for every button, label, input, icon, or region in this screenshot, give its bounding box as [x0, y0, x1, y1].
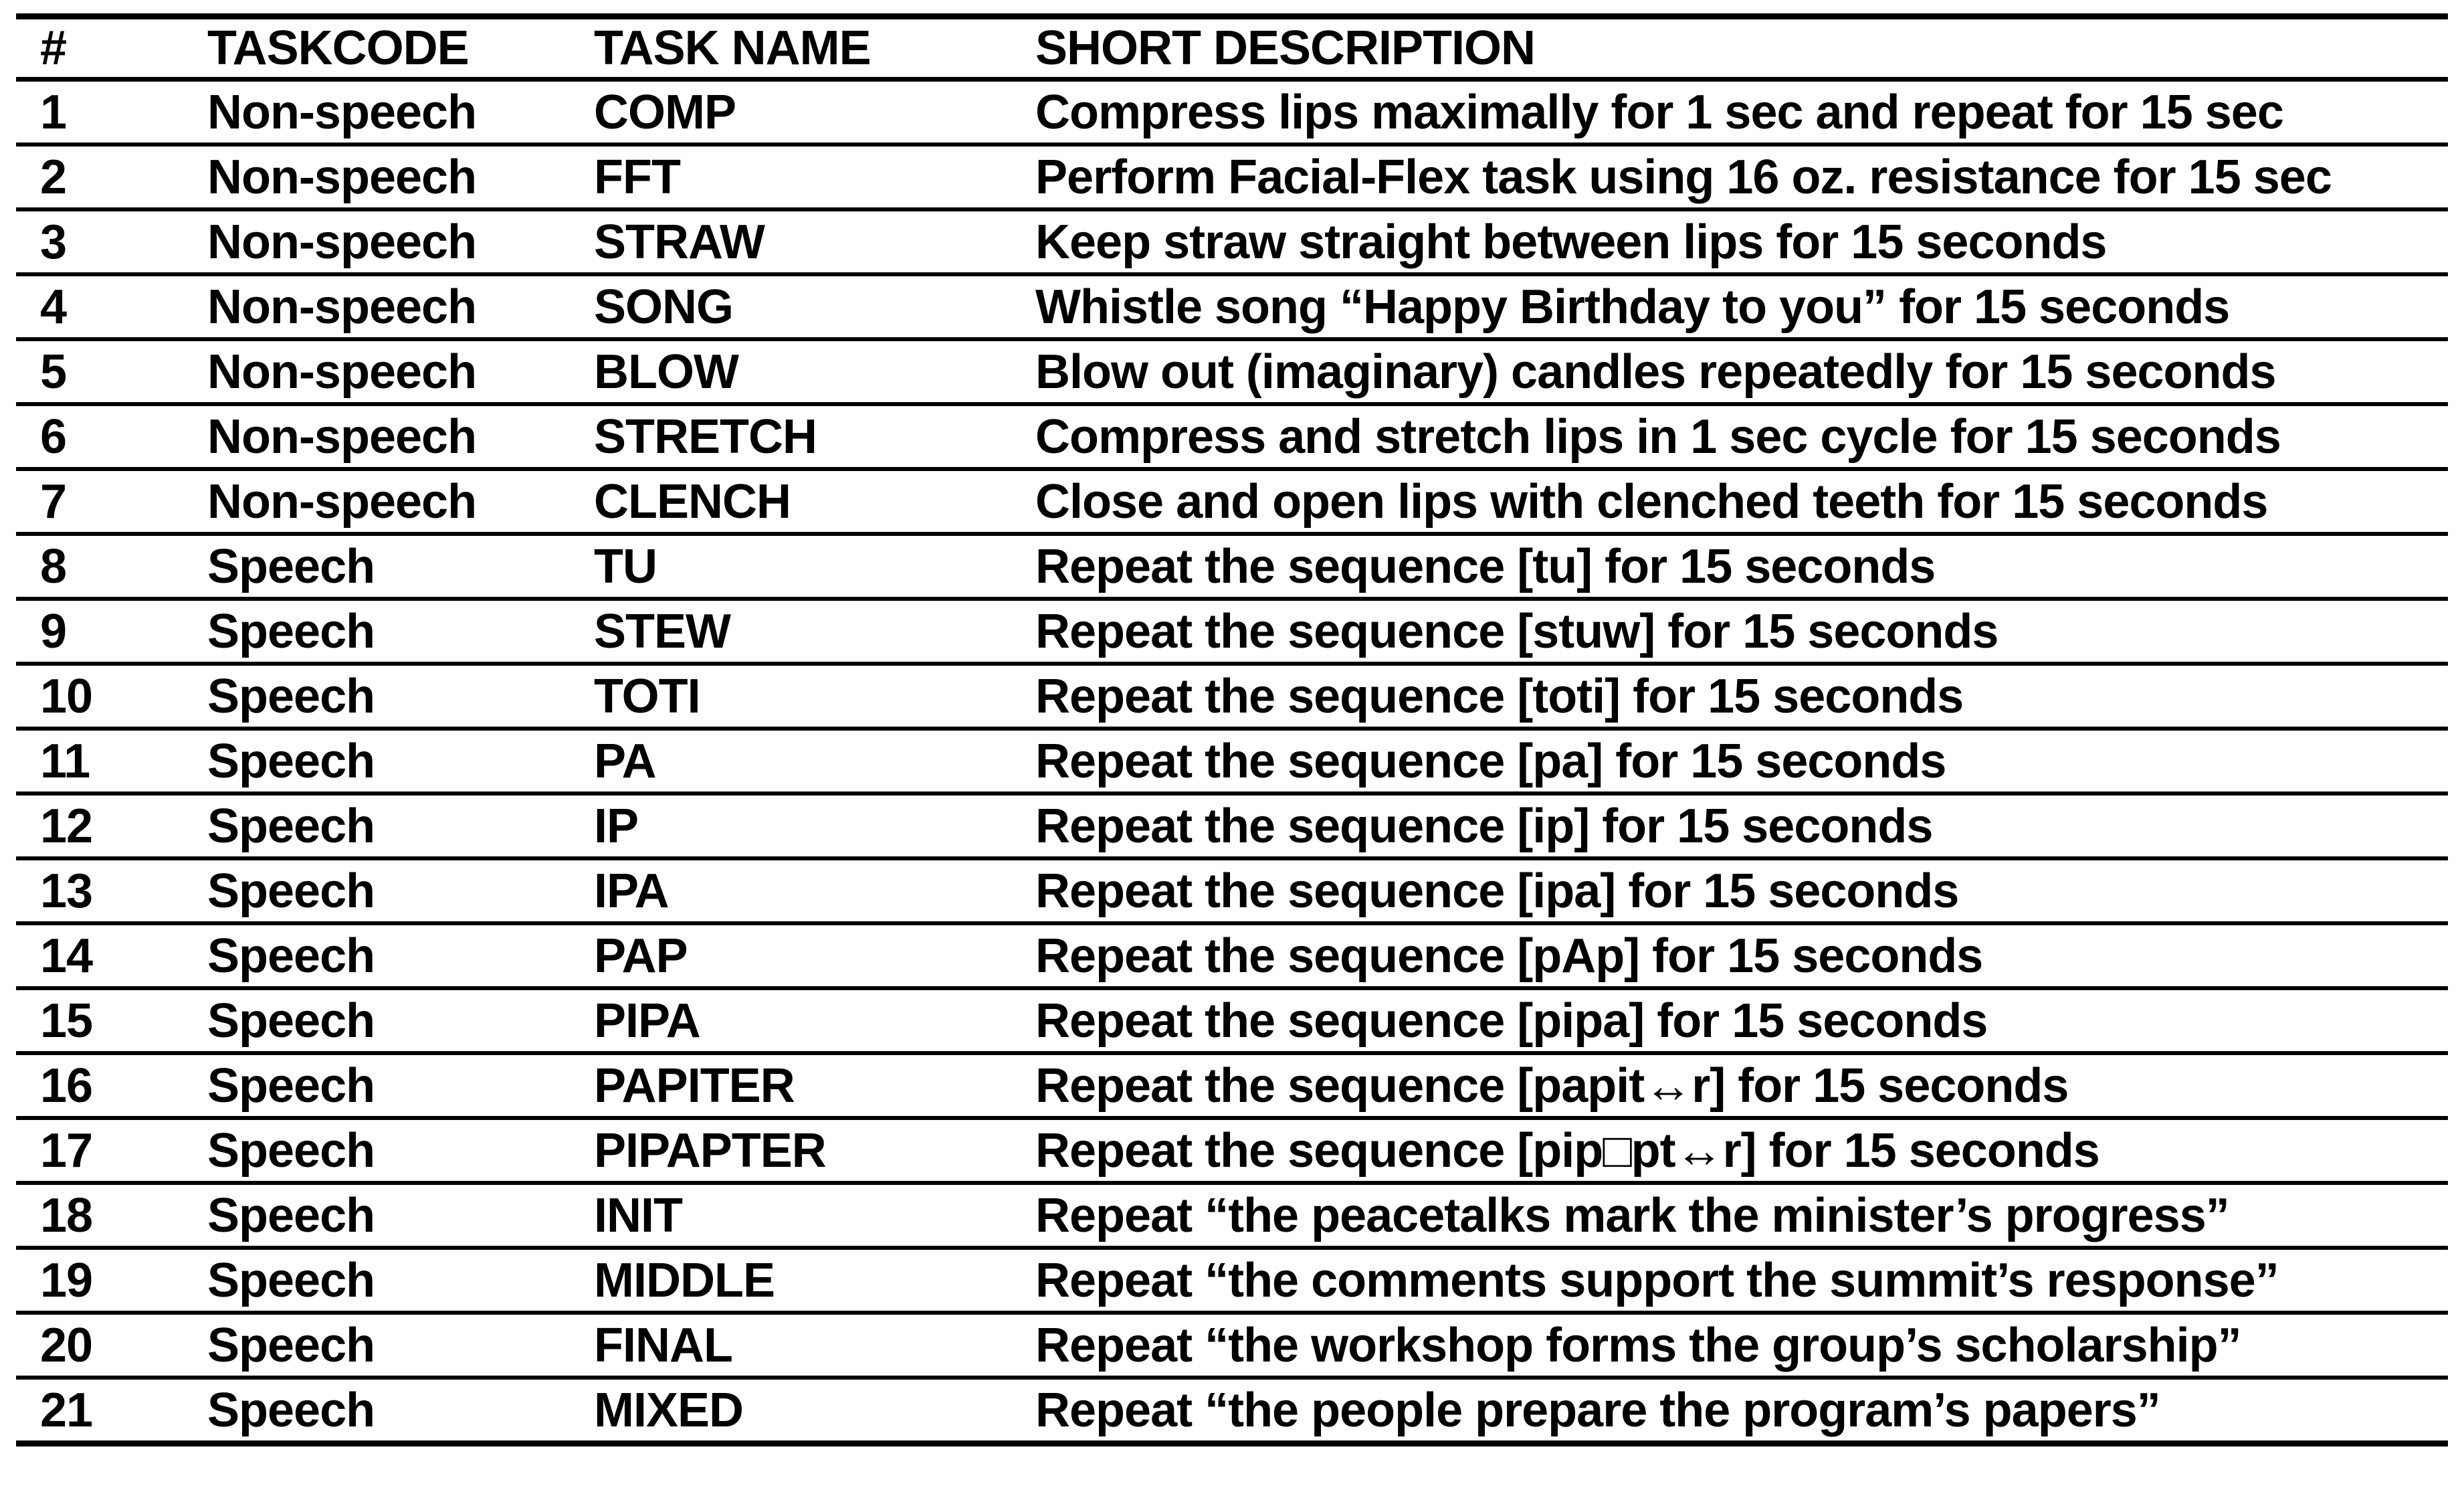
row-task-name: STRAW [594, 215, 764, 269]
row-number: 3 [40, 215, 67, 269]
task-table [16, 13, 2448, 1446]
row-taskcode: Speech [207, 864, 375, 918]
table-row [16, 599, 2448, 664]
row-number: 13 [40, 864, 93, 918]
row-taskcode: Speech [207, 734, 375, 788]
table-row [16, 1378, 2448, 1444]
row-short-description: Repeat “the people prepare the program’s papers” [1035, 1383, 2160, 1437]
row-taskcode: Non-speech [207, 474, 477, 529]
row-number: 10 [40, 669, 93, 723]
row-task-name: COMP [594, 85, 736, 139]
row-taskcode: Speech [207, 1058, 375, 1113]
task-table-body [16, 80, 2448, 1444]
row-taskcode: Non-speech [207, 85, 477, 139]
row-taskcode: Speech [207, 1123, 375, 1178]
row-number: 7 [40, 474, 67, 529]
row-task-name: PAP [594, 929, 688, 983]
header-number: # [40, 21, 67, 75]
row-short-description: Repeat the sequence [papit↔r] for 15 seconds [1035, 1058, 2069, 1113]
table-row [16, 1183, 2448, 1248]
row-taskcode: Speech [207, 929, 375, 983]
row-number: 12 [40, 799, 93, 853]
row-number: 20 [40, 1318, 93, 1372]
row-number: 8 [40, 539, 67, 593]
row-task-name: STEW [594, 604, 730, 658]
table-row [16, 534, 2448, 599]
table-row [16, 664, 2448, 729]
row-short-description: Repeat the sequence [toti] for 15 seconds [1035, 669, 1964, 723]
table-row [16, 1053, 2448, 1118]
table-row [16, 793, 2448, 858]
row-task-name: TOTI [594, 669, 700, 723]
row-short-description: Repeat the sequence [tu] for 15 seconds [1035, 539, 1936, 593]
table-row [16, 858, 2448, 923]
row-taskcode: Speech [207, 539, 375, 593]
table-row [16, 923, 2448, 988]
row-number: 17 [40, 1123, 93, 1178]
row-task-name: BLOW [594, 345, 738, 399]
row-short-description: Repeat the sequence [stuw] for 15 seconds [1035, 604, 1998, 658]
row-short-description: Repeat the sequence [pipa] for 15 seconds [1035, 994, 1988, 1048]
row-number: 6 [40, 409, 67, 464]
row-short-description: Repeat “the workshop forms the group’s scholarship” [1035, 1318, 2241, 1372]
row-short-description: Blow out (imaginary) candles repeatedly for 15 seconds [1035, 345, 2276, 399]
row-short-description: Repeat “the comments support the summit’s response” [1035, 1253, 2279, 1307]
row-number: 21 [40, 1383, 93, 1437]
row-short-description: Repeat the sequence [ipa] for 15 seconds [1035, 864, 1959, 918]
row-taskcode: Speech [207, 669, 375, 723]
row-short-description: Repeat “the peacetalks mark the minister’s progress” [1035, 1188, 2229, 1242]
row-task-name: PA [594, 734, 656, 788]
row-number: 19 [40, 1253, 93, 1307]
row-number: 14 [40, 929, 93, 983]
row-number: 5 [40, 345, 67, 399]
header-task-name: TASK NAME [594, 21, 871, 75]
row-task-name: CLENCH [594, 474, 791, 529]
row-short-description: Repeat the sequence [pa] for 15 seconds [1035, 734, 1946, 788]
row-task-name: PIPA [594, 994, 700, 1048]
row-number: 9 [40, 604, 67, 658]
row-task-name: INIT [594, 1188, 682, 1242]
row-number: 2 [40, 150, 67, 204]
table-row [16, 469, 2448, 534]
table-row [16, 339, 2448, 404]
table-row [16, 1313, 2448, 1378]
row-number: 16 [40, 1058, 93, 1113]
row-short-description: Whistle song “Happy Birthday to you” for 15 seconds [1035, 280, 2230, 334]
row-taskcode: Speech [207, 1188, 375, 1242]
row-number: 18 [40, 1188, 93, 1242]
row-number: 11 [40, 734, 90, 788]
row-short-description: Repeat the sequence [pip□pt↔r] for 15 seconds [1035, 1123, 2099, 1178]
row-task-name: TU [594, 539, 657, 593]
row-number: 1 [40, 85, 67, 139]
row-short-description: Repeat the sequence [ip] for 15 seconds [1035, 799, 1933, 853]
row-short-description: Close and open lips with clenched teeth for 15 seconds [1035, 474, 2268, 529]
row-taskcode: Non-speech [207, 280, 477, 334]
row-task-name: FINAL [594, 1318, 732, 1372]
row-task-name: MIXED [594, 1383, 744, 1437]
row-task-name: IPA [594, 864, 669, 918]
task-table-container [16, 13, 2448, 1446]
row-task-name: PIPAPTER [594, 1123, 826, 1178]
row-short-description: Compress and stretch lips in 1 sec cycle for 15 seconds [1035, 409, 2281, 464]
row-short-description: Keep straw straight between lips for 15 seconds [1035, 215, 2107, 269]
task-table-header [16, 17, 2448, 80]
row-task-name: PAPITER [594, 1058, 795, 1113]
header-taskcode: TASKCODE [207, 21, 469, 75]
row-task-name: IP [594, 799, 639, 853]
row-taskcode: Non-speech [207, 409, 477, 464]
table-row [16, 80, 2448, 145]
header-row [16, 17, 2448, 80]
row-taskcode: Speech [207, 1253, 375, 1307]
row-taskcode: Speech [207, 1383, 375, 1437]
header-short-description: SHORT DESCRIPTION [1035, 21, 1536, 75]
row-number: 4 [40, 280, 67, 334]
row-task-name: FFT [594, 150, 680, 204]
table-row [16, 1118, 2448, 1183]
table-row [16, 209, 2448, 274]
row-short-description: Compress lips maximally for 1 sec and repeat for 15 sec [1035, 85, 2283, 139]
row-short-description: Repeat the sequence [pAp] for 15 seconds [1035, 929, 1983, 983]
row-taskcode: Non-speech [207, 215, 477, 269]
row-taskcode: Speech [207, 1318, 375, 1372]
row-short-description: Perform Facial-Flex task using 16 oz. resistance for 15 sec [1035, 150, 2332, 204]
row-number: 15 [40, 994, 93, 1048]
table-row [16, 274, 2448, 339]
row-task-name: MIDDLE [594, 1253, 775, 1307]
row-taskcode: Non-speech [207, 150, 477, 204]
table-row [16, 145, 2448, 209]
table-row [16, 729, 2448, 793]
table-row [16, 1248, 2448, 1313]
row-taskcode: Speech [207, 994, 375, 1048]
row-task-name: STRETCH [594, 409, 817, 464]
row-taskcode: Speech [207, 799, 375, 853]
row-taskcode: Speech [207, 604, 375, 658]
row-task-name: SONG [594, 280, 734, 334]
table-row [16, 404, 2448, 469]
row-taskcode: Non-speech [207, 345, 477, 399]
table-row [16, 988, 2448, 1053]
